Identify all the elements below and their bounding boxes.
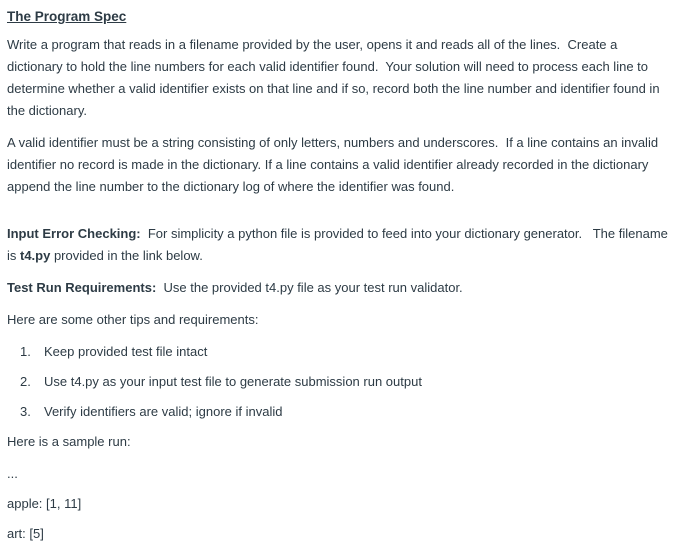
list-item-number: 2. bbox=[20, 374, 31, 389]
tips-list bbox=[7, 341, 669, 423]
blank-line bbox=[7, 208, 669, 223]
list-item-text: Use t4.py as your input test file to generate submission run output bbox=[44, 374, 422, 389]
paragraph-input-error-checking bbox=[7, 223, 672, 267]
list-item-number: 1. bbox=[20, 344, 31, 359]
input-error-checking-label: Input Error Checking: bbox=[7, 226, 141, 241]
list-item bbox=[7, 401, 669, 423]
paragraph-tips-intro: Here are some other tips and requirements: bbox=[7, 312, 259, 327]
paragraph-valid-identifier: A valid identifier must be a string consisting of only letters, numbers and underscores. If a line contains an invalid identifier no record is made in the dictionary. If a line contains a valid identifier already recorded in the dictionary append the line number to the dictionary log of where the identifier was found. bbox=[7, 135, 662, 194]
input-error-checking-text: For simplicity a python file is provided to feed into your dictionary generator. The filename is bbox=[7, 226, 672, 263]
input-error-checking-text-after: provided in the link below. bbox=[50, 248, 203, 263]
paragraph-test-run-requirements bbox=[7, 277, 669, 299]
list-item bbox=[7, 341, 669, 363]
sample-run-ellipsis: ... bbox=[7, 466, 18, 481]
sample-run-line-apple: apple: [1, 11] bbox=[7, 496, 82, 511]
sample-run-line-art: art: [5] bbox=[7, 526, 44, 541]
list-item bbox=[7, 371, 669, 393]
page-title: The Program Spec bbox=[7, 9, 127, 24]
list-item-number: 3. bbox=[20, 404, 31, 419]
paragraph-program-overview: Write a program that reads in a filename provided by the user, opens it and reads all of the lines. Create a dictionary to hold the line numbers for each valid identifier found. Your solution will need to process each line to determine whether a valid identifier exists on that line and if so, record both the line number and identifier found in the dictionary. bbox=[7, 37, 664, 118]
test-run-requirements-label: Test Run Requirements: bbox=[7, 280, 157, 295]
list-item-text: Keep provided test file intact bbox=[44, 344, 208, 359]
filename-emphasis: t4.py bbox=[20, 248, 51, 263]
test-run-requirements-text: Use the provided t4.py file as your test run validator. bbox=[156, 280, 463, 295]
paragraph-sample-run-intro: Here is a sample run: bbox=[7, 434, 131, 449]
list-item-text: Verify identifiers are valid; ignore if invalid bbox=[44, 404, 283, 419]
